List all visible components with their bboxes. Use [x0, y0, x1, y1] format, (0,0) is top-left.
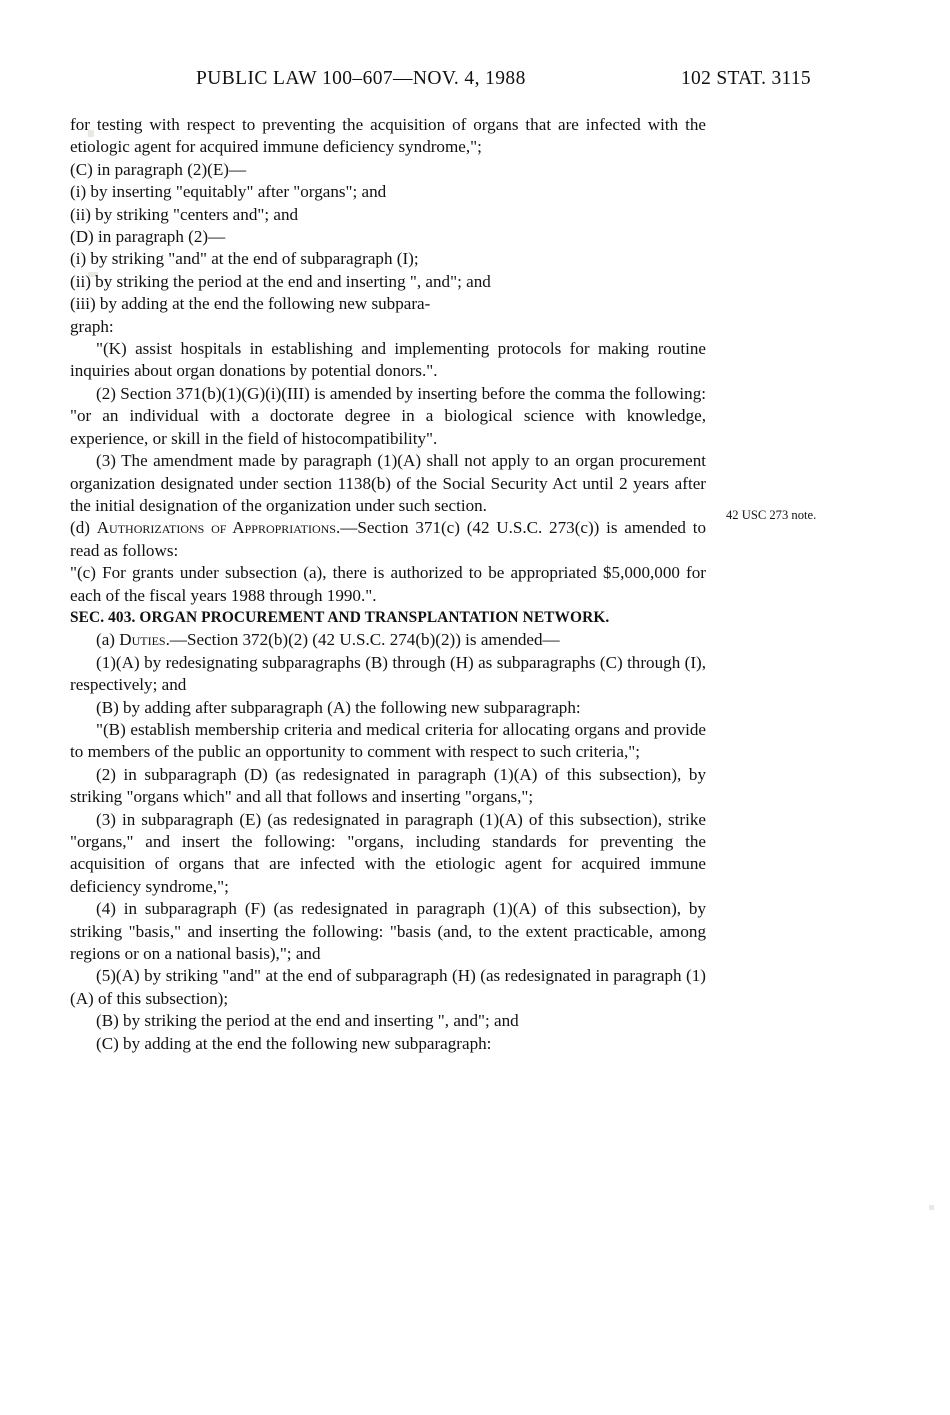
subsection-d-text: —Section 371(c) (42 U.S.C. 273(c)) is amended to read as follows: [70, 518, 707, 560]
paragraph-4-subpara-f: (4) in subparagraph (F) (as redesignated in paragraph (1)(A) of this subsection), by striking "basis," and inserting the following: "basis (and, to the extent practicable, among regions or on a national basis),"; and [70, 899, 706, 964]
subsection-a-caption: Duties. [119, 630, 170, 650]
clause-c-i: (i) by inserting "equitably" after "organs"; and [70, 182, 387, 202]
paragraph-5b: (B) by striking the period at the end and inserting ", and"; and [96, 1011, 519, 1031]
subsection-d-caption: Authorizations of Appropriations. [96, 518, 341, 538]
clause-d-iii-continuation: graph: [70, 316, 114, 336]
subsection-a-text: —Section 372(b)(2) (42 U.S.C. 274(b)(2)) is amended— [169, 630, 560, 650]
clause-d-iii: (iii) by adding at the end the following new subpara- [70, 294, 431, 314]
paragraph-5a: (5)(A) by striking "and" at the end of subparagraph (H) (as redesignated in paragraph (1)(A) of this subsection); [70, 966, 706, 1008]
clause-d-i: (i) by striking "and" at the end of subparagraph (I); [70, 249, 419, 269]
scan-speck [929, 1205, 934, 1210]
paragraph-continuation: for testing with respect to preventing the acquisition of organs that are infected with the etiologic agent for acquired immune deficiency syndrome,"; [70, 115, 706, 157]
paragraph-3-subpara-e: (3) in subparagraph (E) (as redesignated in paragraph (1)(A) of this subsection), strike "organs," and insert the following: "organs, including standards for preventing the acquisition of organs that are infected with the etiologic agent for acquired immune deficiency syndrome,"; [70, 809, 706, 896]
body-column [70, 114, 706, 1055]
paragraph-1b: (B) by adding after subparagraph (A) the following new subparagraph: [96, 697, 581, 717]
subsection-a-duties [70, 629, 706, 651]
public-law-line: PUBLIC LAW 100–607—NOV. 4, 1988 [196, 68, 526, 89]
running-head [0, 68, 950, 94]
subsection-d [70, 517, 706, 562]
quoted-subsection-c: "(c) For grants under subsection (a), there is authorized to be appropriated $5,000,000 for each of the fiscal years 1988 through 1990.". [70, 563, 706, 605]
subsection-a-marker: (a) [96, 630, 120, 650]
statute-page-line: 102 STAT. 3115 [681, 68, 811, 89]
quoted-subparagraph-b: "(B) establish membership criteria and medical criteria for allocating organs and provide to members of the public an opportunity to comment with respect to such criteria,"; [70, 719, 706, 762]
paragraph-1a: (1)(A) by redesignating subparagraphs (B) through (H) as subparagraphs (C) through (I), respectively; and [70, 652, 706, 695]
clause-d: (D) in paragraph (2)— [70, 227, 226, 247]
paragraph-5c: (C) by adding at the end the following new subparagraph: [96, 1033, 492, 1053]
margin-note-usc: 42 USC 273 note. [726, 508, 817, 522]
paragraph-2-subpara-d: (2) in subparagraph (D) (as redesignated in paragraph (1)(A) of this subsection), by striking "organs which" and all that follows and inserting "organs,"; [70, 764, 706, 807]
paragraph-3: (3) The amendment made by paragraph (1)(A) shall not apply to an organ procurement organization designated under section 1138(b) of the Social Security Act until 2 years after the initial designation of the organization under such section. [70, 451, 706, 515]
section-heading-403: SEC. 403. ORGAN PROCUREMENT AND TRANSPLANTATION NETWORK. [70, 608, 610, 626]
clause-c-ii: (ii) by striking "centers and"; and [70, 204, 299, 224]
subsection-d-marker: (d) [70, 518, 97, 538]
quoted-subparagraph-k: "(K) assist hospitals in establishing and implementing protocols for making routine inquiries about organ donations by potential donors.". [70, 339, 706, 381]
clause-d-ii: (ii) by striking the period at the end and inserting ", and"; and [70, 271, 491, 291]
paragraph-2: (2) Section 371(b)(1)(G)(i)(III) is amended by inserting before the comma the following: "or an individual with a doctorate degree in a biological science with knowledge, experience, or skill in the field of histocompatibility". [70, 383, 706, 448]
clause-c: (C) in paragraph (2)(E)— [70, 159, 247, 179]
